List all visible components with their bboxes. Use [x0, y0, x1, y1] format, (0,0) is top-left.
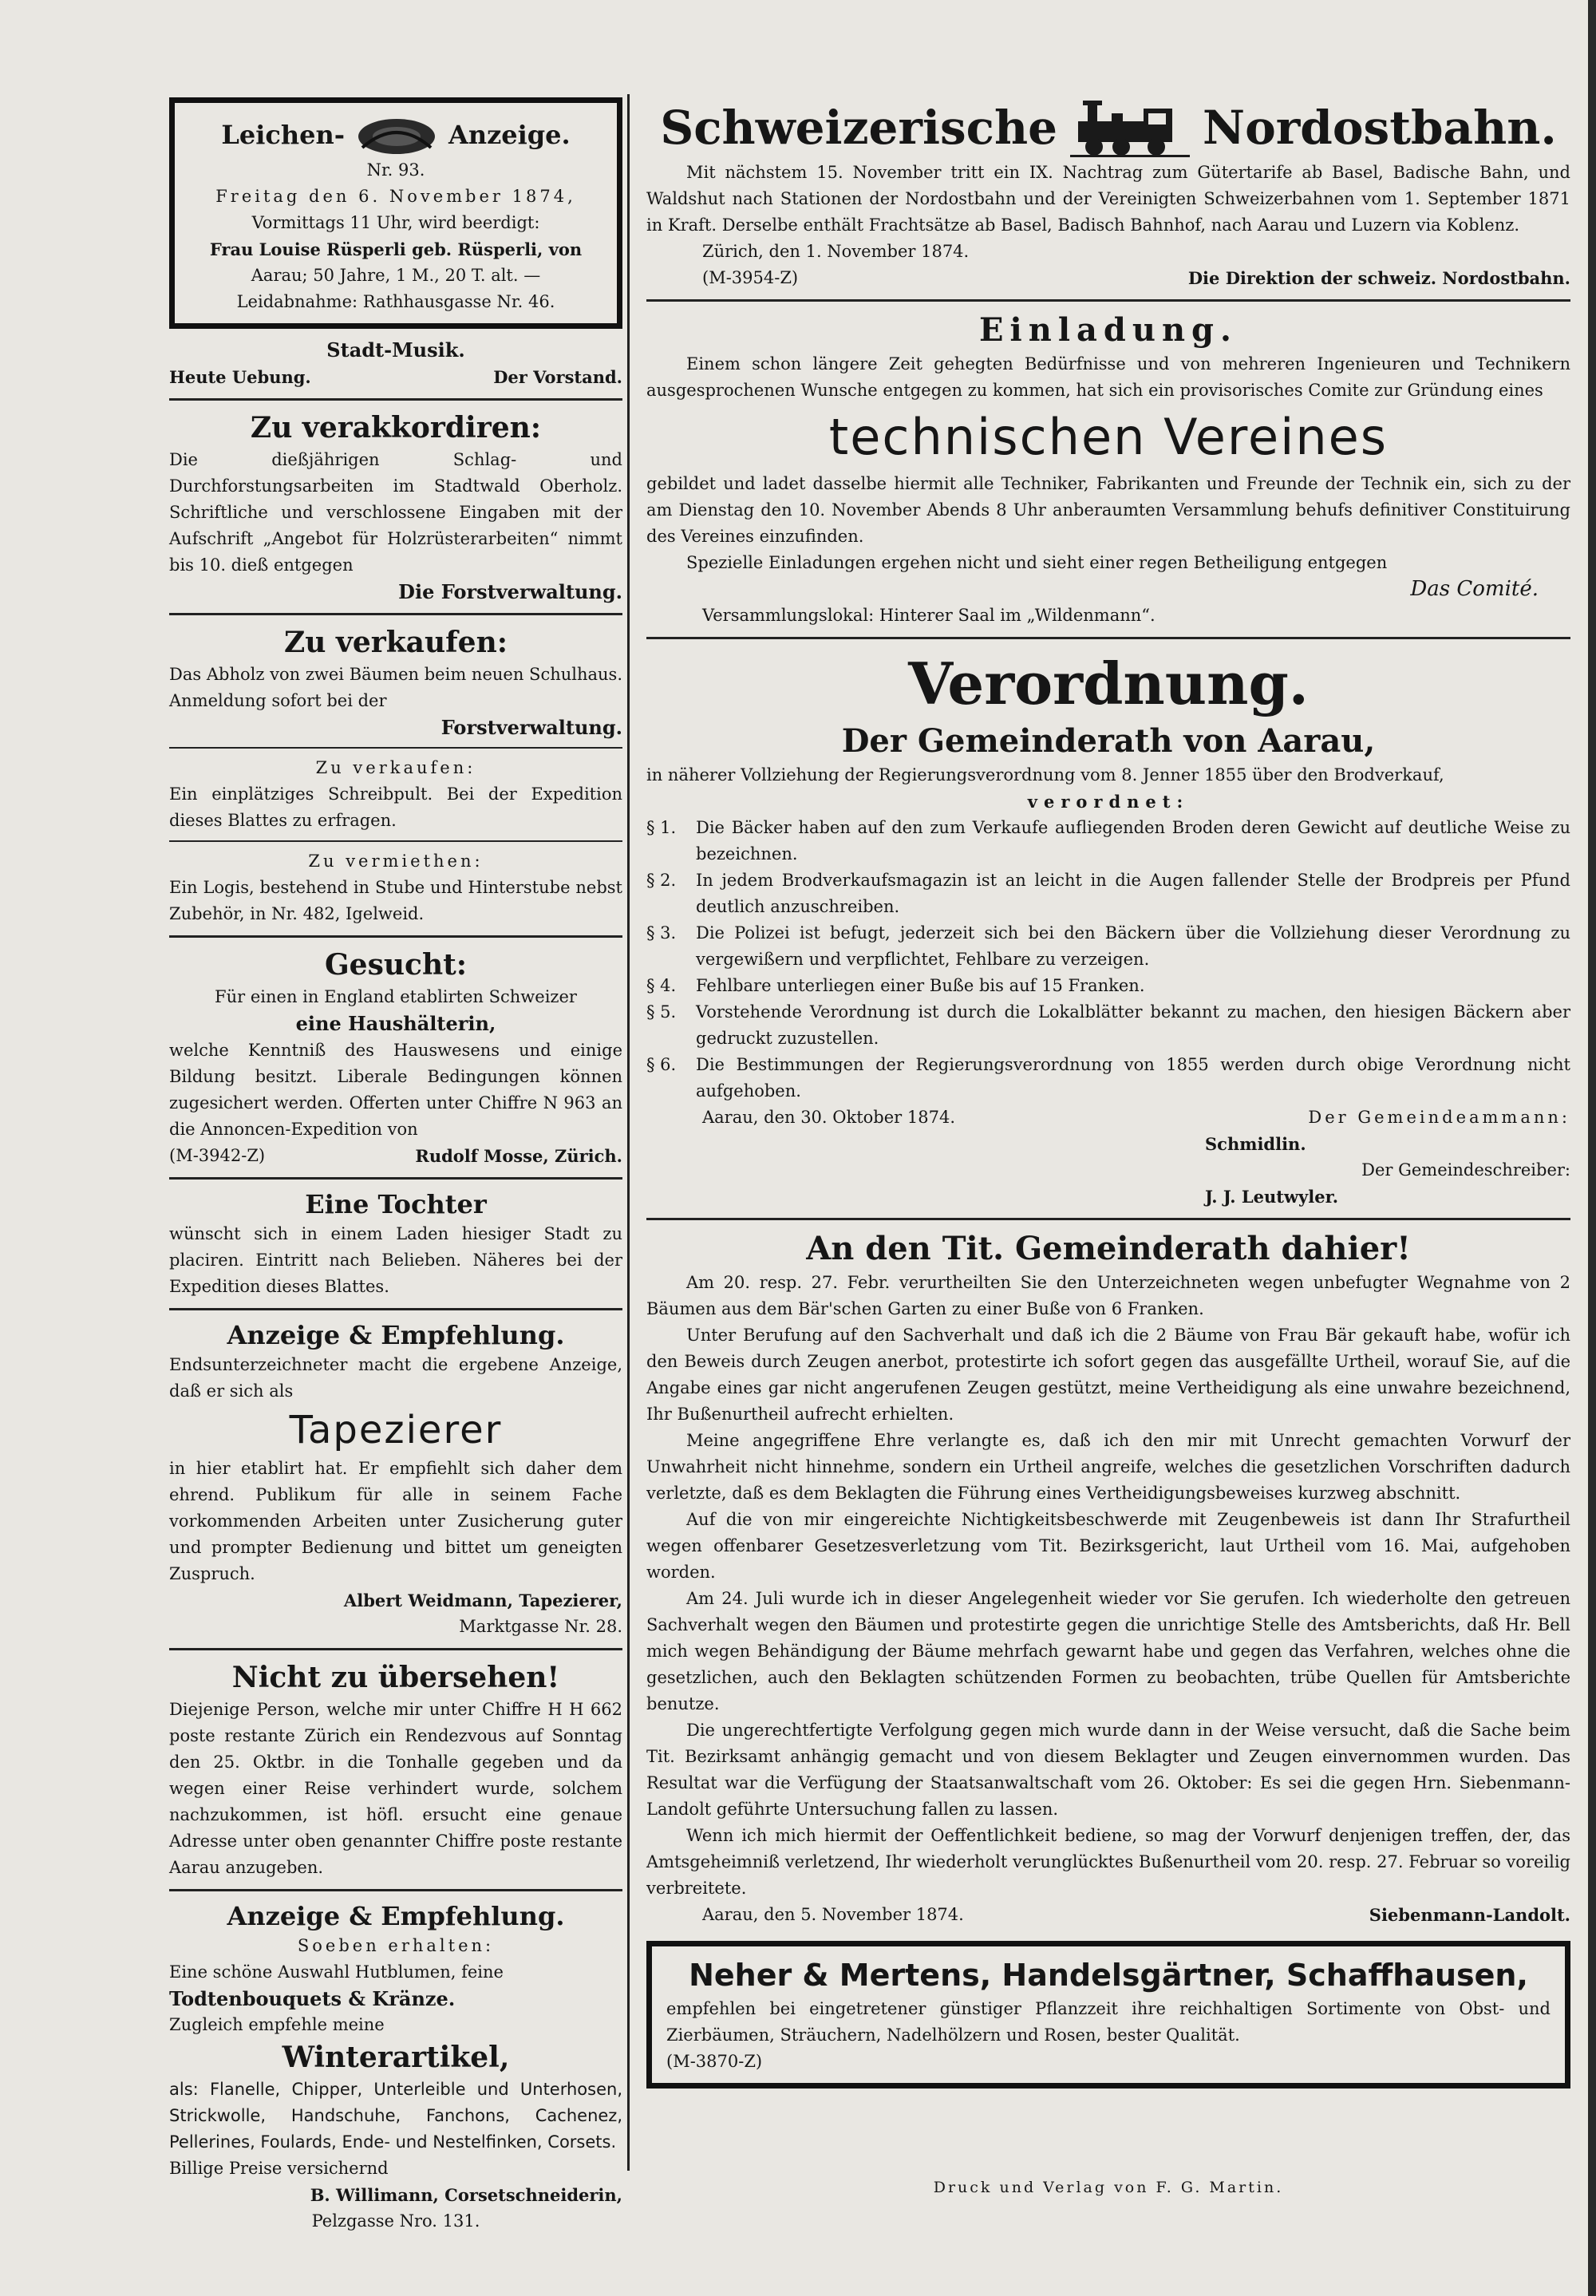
forest-auction-sign: Die Forstverwaltung. — [398, 580, 622, 603]
wood-sale-title: Zu verkaufen: — [283, 626, 508, 659]
divider — [646, 299, 1570, 302]
milliner-ad — [169, 1899, 622, 2235]
paragraph-number: § 6. — [646, 1055, 677, 1074]
notice-ad — [169, 1658, 622, 1881]
ordinance-paragraph — [646, 973, 1570, 999]
funeral-number: Nr. 93. — [366, 160, 425, 180]
music-title: Stadt-Musik. — [326, 338, 465, 362]
wood-sale-sign: Forstverwaltung. — [440, 716, 622, 739]
milliner-sub: Soeben erhalten: — [297, 1936, 495, 1955]
milliner-line-1: Eine schöne Auswahl Hutblumen, feine — [169, 1962, 504, 1982]
paragraph-number: § 4. — [646, 976, 677, 995]
ordinance-verb: verordnet: — [1027, 792, 1190, 812]
gardeners-ref: (M-3870-Z) — [666, 2052, 763, 2071]
letter-paragraph: Am 24. Juli wurde ich in dieser Angelegenheit wieder vor Sie gerufen. Ich wiederholte den getreuen Sachverhalt wegen den Bäumen und protestirte gegen die unrichtige Stelle des Amtsberichts, daß Hr. Bell mich wegen Behändigung der Bäume mehrfach gewarnt habe und gegen das Verfahren, welches ohne die gesetzlichen, auch den Beklagten schützenden Formen zu beobachten, trübe Quellen für Amtsberichte benutze. — [646, 1589, 1570, 1713]
left-column — [169, 94, 622, 2231]
gardeners-title: Neher & Mertens, Handelsgärtner, Schaffhausen, — [689, 1958, 1528, 1993]
invitation-venue: Versammlungslokal: Hinterer Saal im „Wildenmann“. — [702, 606, 1156, 625]
wanted-intro: Für einen in England etablirten Schweizer — [215, 987, 577, 1006]
upholsterer-ad — [169, 1318, 622, 1640]
gardeners-ad — [646, 1941, 1570, 2089]
paragraph-number: § 5. — [646, 1002, 677, 1022]
divider — [169, 1308, 622, 1310]
ordinance-paragraph — [646, 999, 1570, 1052]
paragraph-text: Fehlbare unterliegen einer Buße bis auf 15 Franken. — [696, 976, 1145, 995]
music-left: Heute Uebung. — [169, 367, 311, 387]
ordinance-name-2: J. J. Leutwyler. — [1205, 1187, 1339, 1207]
ordinance-paragraph — [646, 815, 1570, 867]
letter-notice — [646, 1228, 1570, 1928]
daughter-ad — [169, 1188, 622, 1300]
desk-sale-body: Ein einplätziges Schreibpult. Bei der Expedition dieses Blattes zu erfragen. — [169, 784, 622, 830]
forest-auction-ad — [169, 409, 622, 605]
divider — [169, 1177, 622, 1180]
divider — [169, 747, 622, 749]
wanted-sign: Rudolf Mosse, Zürich. — [415, 1146, 622, 1166]
invitation-body-2: Spezielle Einladungen ergehen nicht und sieht einer regen Betheiligung entgegen — [686, 553, 1388, 572]
funeral-line-1: Vormittags 11 Uhr, wird beerdigt: — [251, 213, 540, 232]
railway-title-left: Schweizerische — [660, 101, 1058, 155]
letter-paragraph: Wenn ich mich hiermit der Oeffentlichkeit bediene, so mag der Vorwurf denjenigen treffen, der, das Amtsgeheimniß verletzend, Ihr wiederholt verunglücktes Bußenurtheil vom 20. resp. 27. Februar so voreilig verbreitete. — [646, 1826, 1570, 1898]
column-rule — [627, 94, 630, 2171]
wanted-body: welche Kenntniß des Hauswesens und einige Bildung besitzt. Liberale Bedingungen können zugesichert werden. Offerten unter Chiffre N 963 an die Annoncen-Expedition von — [169, 1041, 622, 1139]
music-right: Der Vorstand. — [493, 367, 622, 387]
funeral-title-left: Leichen- — [221, 120, 345, 150]
ordinance-name-1: Schmidlin. — [1205, 1134, 1306, 1154]
divider — [169, 613, 622, 615]
paragraph-text: Die Bestimmungen der Regierungsverordnung von 1855 werden durch obige Verordnung nicht aufgehoben. — [696, 1055, 1570, 1101]
paragraph-text: In jedem Brodverkaufsmagazin ist an leicht in die Augen fallender Stelle der Brodpreis per Pfund deutlich anzuschreiben. — [696, 871, 1570, 916]
letter-title: An den Tit. Gemeinderath dahier! — [806, 1230, 1411, 1267]
ordinance-paragraph — [646, 867, 1570, 920]
upholsterer-addr: Marktgasse Nr. 28. — [459, 1617, 622, 1636]
rent-body: Ein Logis, bestehend in Stube und Hinterstube nebst Zubehör, in Nr. 482, Igelweid. — [169, 878, 622, 923]
ordinance-intro: in näherer Vollziehung der Regierungsverordnung vom 8. Jenner 1855 über den Brodverkauf, — [646, 765, 1444, 784]
paragraph-number: § 2. — [646, 871, 677, 890]
wood-sale-body: Das Abholz von zwei Bäumen beim neuen Schulhaus. Anmeldung sofort bei der — [169, 665, 622, 710]
invitation-sign: Das Comité. — [1410, 577, 1539, 601]
wanted-sub: eine Haushälterin, — [295, 1012, 496, 1035]
paragraph-text: Vorstehende Verordnung ist durch die Lokalblätter bekannt zu machen, den hiesigen Bäckern aber gedruckt zuzustellen. — [696, 1002, 1570, 1048]
ordinance-paragraph — [646, 1052, 1570, 1105]
railway-title-right: Nordostbahn. — [1203, 101, 1557, 155]
milliner-big: Winterartikel, — [282, 2041, 510, 2074]
funeral-title-right: Anzeige. — [448, 120, 571, 150]
divider — [169, 935, 622, 938]
rent-ad — [169, 848, 622, 927]
mourning-wreath-icon — [353, 113, 440, 157]
upholsterer-sign: Albert Weidmann, Tapezierer, — [343, 1591, 622, 1610]
letter-paragraph: Am 20. resp. 27. Febr. verurtheilten Sie den Unterzeichneten wegen unbefugter Wegnahme von 2 Bäumen aus dem Bär'schen Garten zu einer Buße von 6 Franken. — [646, 1273, 1570, 1318]
desk-sale-ad — [169, 755, 622, 834]
divider — [646, 1218, 1570, 1220]
ordinance-paragraph — [646, 920, 1570, 973]
letter-paragraph: Meine angegriffene Ehre verlangte es, daß ich den mir mit Unrecht gemachten Vorwurf der Unwahrheit nicht hinnehme, sondern ein Urtheil angreife, welches die gesetzlichen Vorschriften dadurch verletzte, daß es dem Beklagten die Führung eines Vertheidigungsbeweises kurzweg abschnitt. — [646, 1431, 1570, 1503]
milliner-line-3: Zugleich empfehle meine — [169, 2015, 385, 2034]
divider — [169, 1889, 622, 1891]
invitation-title: Einladung. — [979, 311, 1238, 349]
letter-sign: Siebenmann-Landolt. — [1369, 1905, 1570, 1925]
ordinance-title: Verordnung. — [908, 650, 1309, 717]
ordinance-date: Aarau, den 30. Oktober 1874. — [702, 1108, 955, 1127]
wood-sale-ad — [169, 623, 622, 741]
funeral-line-3: Aarau; 50 Jahre, 1 M., 20 T. alt. — — [251, 266, 541, 285]
milliner-body: als: Flanelle, Chipper, Unterleible und Unterhosen, Strickwolle, Handschuhe, Fanchons, Cachenez, Pellerines, Foulards, Ende- und Nestelfinken, Corsets. — [169, 2080, 622, 2152]
wanted-ref: (M-3942-Z) — [169, 1146, 266, 1165]
upholsterer-body: in hier etablirt hat. Er empfiehlt sich daher dem ehrend. Publikum für alle in seinem Fache vorkommenden Arbeiten unter Zusicherung guter und prompter Bedienung und bittet um geneigten Zuspruch. — [169, 1459, 622, 1583]
milliner-addr: Pelzgasse Nro. 131. — [311, 2211, 480, 2231]
scan-edge — [1588, 0, 1596, 2296]
milliner-sign: B. Willimann, Corsetschneiderin, — [310, 2185, 622, 2205]
divider — [646, 637, 1570, 639]
invitation-intro: Einem schon längere Zeit gehegten Bedürfnisse und von mehreren Ingenieuren und Technikern ausgesprochenen Wunsche entgegen zu kommen, hat sich ein provisorisches Comite zur Gründung eines — [646, 354, 1570, 400]
funeral-date: Freitag den 6. November 1874, — [215, 187, 576, 206]
railway-ref: (M-3954-Z) — [702, 268, 799, 287]
paragraph-text: Die Bäcker haben auf den zum Verkaufe aufliegenden Broden deren Gewicht auf deutliche Weise zu bezeichnen. — [696, 818, 1570, 863]
paragraph-number: § 1. — [646, 818, 677, 837]
notice-title: Nicht zu übersehen! — [231, 1661, 560, 1694]
invitation-big: technischen Vereines — [828, 408, 1389, 466]
divider — [169, 840, 622, 842]
upholsterer-intro: Endsunterzeichneter macht die ergebene Anzeige, daß er sich als — [169, 1355, 622, 1401]
funeral-line-2: Frau Louise Rüsperli geb. Rüsperli, von — [209, 239, 583, 259]
milliner-title: Anzeige & Empfehlung. — [227, 1901, 565, 1931]
railway-body: Mit nächstem 15. November tritt ein IX. Nachtrag zum Gütertarife ab Basel, Badische Bahn, und Waldshut nach Stationen der Nordostbahn und der Vereinigten Schweizerbahnen vom 1. September 1871 in Kraft. Derselbe enthält Frachtsätze ab Basel, Badisch Bahnhof, nach Aarau und Luzern via Koblenz. — [646, 163, 1570, 235]
letter-date: Aarau, den 5. November 1874. — [702, 1905, 964, 1924]
ordinance-subtitle: Der Gemeinderath von Aarau, — [841, 722, 1376, 760]
right-column — [646, 94, 1570, 2174]
letter-paragraph: Unter Berufung auf den Sachverhalt und daß ich die 2 Bäume von Frau Bär gekauft habe, wofür ich den Beweis durch Zeugen anerbot, protestirte ich sofort gegen das ausgefällte Urtheil, worauf Sie, auf die Angabe eines gar nicht angerufenen Zeugen gestützt, meine Vertheidigung als eine unwahre bezeichnend, Ihr Bußenurtheil aufrecht erhielten. — [646, 1326, 1570, 1424]
forest-auction-body: Die dießjährigen Schlag- und Durchforstungsarbeiten im Stadtwald Oberholz. Schriftliche und verschlossene Eingaben mit der Aufschrift „Angebot für Holzrüsterarbeiten“ nimmt bis 10. dieß entgegen — [169, 450, 622, 575]
railway-notice — [646, 96, 1570, 291]
notice-body: Diejenige Person, welche mir unter Chiffre H H 662 poste restante Zürich ein Rendezvous auf Sonntag den 25. Oktbr. in die Tonhalle gegeben und da wegen einer Reise verhindert wurde, solchem nachzukommen, ist höfl. ersucht eine genaue Adresse unter oben genannter Chiffre poste restante Aarau anzugeben. — [169, 1700, 622, 1877]
invitation-notice — [646, 310, 1570, 629]
ordinance-office-2: Der Gemeindeschreiber: — [1361, 1160, 1570, 1180]
locomotive-icon — [1070, 96, 1190, 160]
rent-title: Zu vermiethen: — [308, 852, 484, 871]
wanted-title: Gesucht: — [324, 948, 468, 982]
gardeners-body: empfehlen bei eingetretener günstiger Pflanzzeit ihre reichhaltigen Sortimente von Obst- und Zierbäumen, Sträuchern, Nadelhölzern und Rosen, bester Qualität. — [666, 1999, 1551, 2045]
letter-paragraph: Auf die von mir eingereichte Nichtigkeitsbeschwerde mit Zeugenbeweis ist dann Ihr Strafurtheil wegen offenbarer Gesetzesverletzung vom Tit. Bezirksgericht, laut Urtheil vom 16. Mai, aufgehoben worden. — [646, 1510, 1570, 1582]
milliner-price: Billige Preise versichernd — [169, 2159, 389, 2178]
music-notice — [169, 337, 622, 390]
paragraph-number: § 3. — [646, 923, 677, 943]
paragraph-text: Die Polizei ist befugt, jederzeit sich bei den Bäckern über die Vollziehung dieser Verordnung zu vergewißern und verpflichtet, Fehlbare zu verzeigen. — [696, 923, 1570, 969]
ordinance-office-1: Der Gemeindeammann: — [1308, 1108, 1570, 1127]
desk-sale-title: Zu verkaufen: — [315, 758, 476, 777]
forest-auction-title: Zu verakkordiren: — [250, 411, 542, 445]
upholsterer-big: Tapezierer — [289, 1408, 503, 1452]
letter-paragraph: Die ungerechtfertigte Verfolgung gegen mich wurde dann in der Weise versucht, daß die Sache beim Tit. Bezirksamt anhängig gemacht und von diesem Beklagter und Zeugen einvernommen wurden. Das Resultat war die Verfügung der Staatsanwaltschaft vom 26. Oktober: Es sei die gegen Hrn. Siebenmann-Landolt geführte Untersuchung fallen zu lassen. — [646, 1721, 1570, 1819]
divider — [169, 1648, 622, 1650]
daughter-body: wünscht sich in einem Laden hiesiger Stadt zu placiren. Eintritt nach Belieben. Näheres bei der Expedition dieses Blattes. — [169, 1224, 622, 1296]
funeral-line-4: Leidabnahme: Rathhausgasse Nr. 46. — [236, 292, 555, 311]
railway-sign: Die Direktion der schweiz. Nordostbahn. — [1187, 268, 1570, 288]
railway-date: Zürich, den 1. November 1874. — [702, 242, 970, 261]
wanted-ad — [169, 946, 622, 1169]
daughter-title: Eine Tochter — [305, 1189, 487, 1219]
upholsterer-title: Anzeige & Empfehlung. — [227, 1320, 565, 1350]
milliner-line-2: Todtenbouquets & Kränze. — [169, 1987, 456, 2010]
ordinance-notice — [646, 647, 1570, 1210]
invitation-body: gebildet und ladet dasselbe hiermit alle Techniker, Fabrikanten und Freunde der Technik ein, sich zu der am Dienstag den 10. November Abends 8 Uhr anberaumten Versammlung behufs definitiver Constituirung des Vereines einzufinden. — [646, 474, 1570, 546]
funeral-notice — [169, 97, 622, 329]
divider — [169, 398, 622, 401]
imprint: Druck und Verlag von F. G. Martin. — [933, 2179, 1284, 2196]
